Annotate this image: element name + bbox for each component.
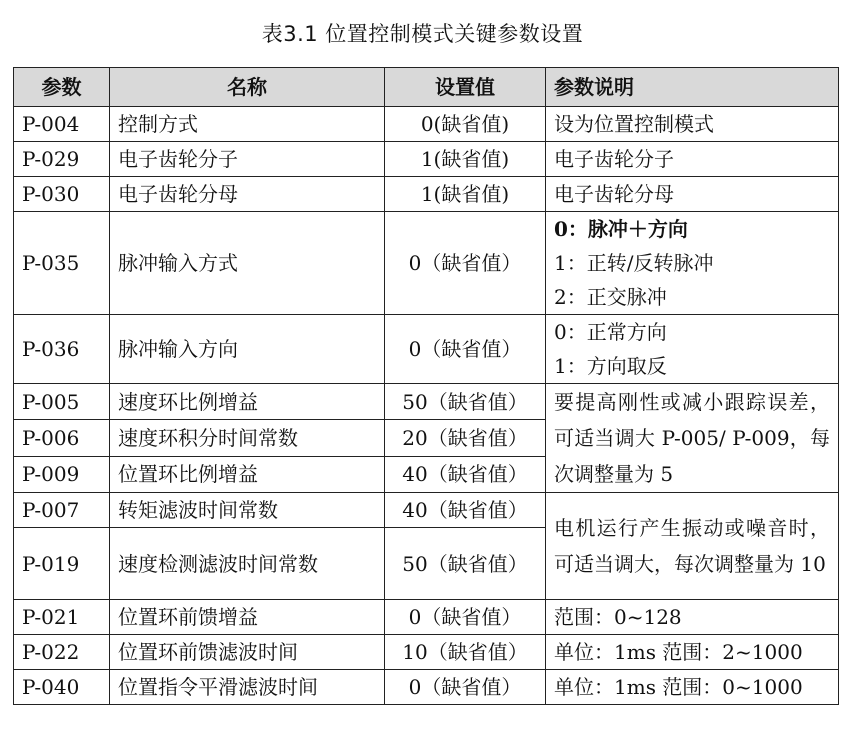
param-name: 电子齿轮分母 [110,177,385,212]
table-row [14,212,839,315]
param-name: 位置指令平滑滤波时间 [110,670,385,705]
param-code: P-036 [14,315,110,384]
param-desc: 范围：0~128 [546,600,839,635]
param-value: 50（缺省值） [385,528,546,600]
header-desc: 参数说明 [546,68,839,107]
param-value: 40（缺省值） [385,493,546,528]
param-name: 脉冲输入方向 [110,315,385,384]
param-value: 0（缺省值） [385,670,546,705]
param-value: 40（缺省值） [385,456,546,492]
param-name: 位置环比例增益 [110,456,385,492]
param-code: P-009 [14,456,110,492]
param-value: 10（缺省值） [385,635,546,670]
param-name: 电子齿轮分子 [110,142,385,177]
table-caption: 表3.1 位置控制模式关键参数设置 [261,22,584,46]
param-code: P-022 [14,635,110,670]
param-value: 1(缺省值) [385,177,546,212]
desc-line: 1：正转/反转脉冲 [554,251,714,275]
param-value: 1(缺省值) [385,142,546,177]
param-desc: 电子齿轮分子 [546,142,839,177]
merged-desc-gain: 要提高刚性或减小跟踪误差，可适当调大 P-005/ P-009，每次调整量为 5 [546,384,839,493]
param-name: 转矩滤波时间常数 [110,493,385,528]
param-code: P-006 [14,420,110,456]
param-value: 50（缺省值） [385,384,546,420]
param-value: 0（缺省值） [385,315,546,384]
param-desc [546,315,839,384]
param-name: 速度检测滤波时间常数 [110,528,385,600]
table-row [14,107,839,142]
table-row [14,384,839,420]
table-row [14,670,839,705]
param-value: 0（缺省值） [385,600,546,635]
header-value: 设置值 [385,68,546,107]
desc-line: 2：正交脉冲 [554,285,667,309]
param-name: 速度环比例增益 [110,384,385,420]
param-code: P-035 [14,212,110,315]
table-row [14,177,839,212]
param-code: P-004 [14,107,110,142]
header-code: 参数 [14,68,110,107]
parameter-table [13,67,839,705]
desc-line: 0：正常方向 [554,320,667,344]
param-code: P-021 [14,600,110,635]
param-value: 0（缺省值） [385,212,546,315]
table-row [14,315,839,384]
table-row [14,142,839,177]
table-row [14,493,839,528]
param-code: P-029 [14,142,110,177]
header-name: 名称 [110,68,385,107]
param-name: 控制方式 [110,107,385,142]
param-desc: 电子齿轮分母 [546,177,839,212]
param-value: 20（缺省值） [385,420,546,456]
param-desc: 设为位置控制模式 [546,107,839,142]
param-name: 位置环前馈滤波时间 [110,635,385,670]
param-code: P-040 [14,670,110,705]
table-row [14,600,839,635]
desc-line: 0：脉冲＋方向 [554,217,688,241]
param-desc: 单位：1ms 范围：0~1000 [546,670,839,705]
param-code: P-019 [14,528,110,600]
param-desc: 单位：1ms 范围：2~1000 [546,635,839,670]
param-desc [546,212,839,315]
param-name: 速度环积分时间常数 [110,420,385,456]
merged-desc-filter: 电机运行产生振动或噪音时，可适当调大，每次调整量为 10 [546,493,839,600]
param-name: 脉冲输入方式 [110,212,385,315]
desc-line: 1：方向取反 [554,354,667,378]
param-code: P-030 [14,177,110,212]
table-row [14,635,839,670]
param-code: P-005 [14,384,110,420]
param-name: 位置环前馈增益 [110,600,385,635]
param-code: P-007 [14,493,110,528]
param-value: 0(缺省值) [385,107,546,142]
table-header-row [14,68,839,107]
